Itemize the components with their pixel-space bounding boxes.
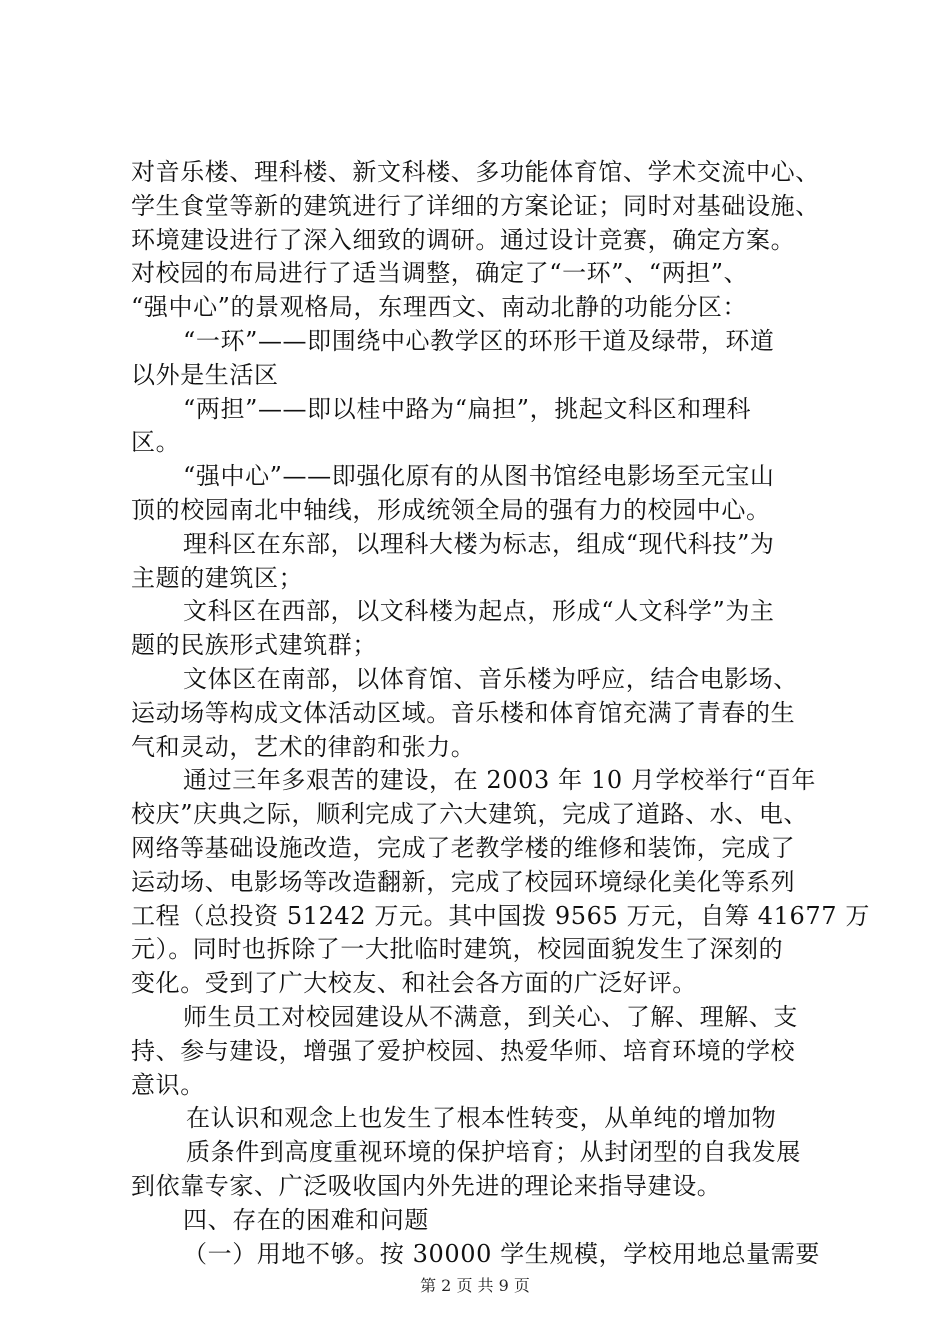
text-line: 气和灵动，艺术的律韵和张力。 — [131, 732, 476, 761]
text-line: 主题的建筑区； — [131, 563, 304, 592]
text-line: 理科区在东部，以理科大楼为标志，组成“现代科技”为 — [183, 529, 775, 558]
page-number-footer: 第 2 页 共 9 页 — [420, 1276, 530, 1295]
text-line: 环境建设进行了深入细致的调研。通过设计竞赛，确定方案。 — [131, 225, 796, 254]
text-line: 对音乐楼、理科楼、新文科楼、多功能体育馆、学术交流中心、 — [131, 158, 820, 186]
document-body — [131, 156, 870, 1271]
text-line: 工程（总投资 51242 万元。其中国拨 9565 万元，自筹 41677 万 — [131, 901, 870, 930]
text-line: （一）用地不够。按 30000 学生规模，学校用地总量需要 — [183, 1239, 821, 1268]
text-line: 运动场等构成文体活动区域。音乐楼和体育馆充满了青春的生 — [131, 698, 796, 727]
text-line: 持、参与建设，增强了爱护校园、热爱华师、培育环境的学校 — [131, 1036, 796, 1065]
text-line: 通过三年多艰苦的建设，在 2003 年 10 月学校举行“百年 — [183, 766, 817, 795]
text-line: 到依靠专家、广泛吸收国内外先进的理论来指导建设。 — [131, 1171, 722, 1200]
text-line: 质条件到高度重视环境的保护培育；从封闭型的自我发展 — [186, 1138, 801, 1167]
text-line: 元）。同时也拆除了一大批临时建筑，校园面貌发生了深刻的 — [131, 935, 784, 964]
text-line: 以外是生活区 — [131, 360, 279, 389]
text-line: 学生食堂等新的建筑进行了详细的方案论证；同时对基础设施、 — [131, 191, 820, 220]
text-line: 师生员工对校园建设从不满意，到关心、了解、理解、支 — [183, 1002, 798, 1031]
text-line: 文科区在西部，以文科楼为起点，形成“人文科学”为主 — [183, 597, 775, 626]
text-line: 文体区在南部，以体育馆、音乐楼为呼应，结合电影场、 — [183, 664, 798, 693]
text-line: “强中心”——即强化原有的从图书馆经电影场至元宝山 — [183, 462, 775, 491]
text-line: 对校园的布局进行了适当调整，确定了“一环”、“两担”、 — [131, 259, 749, 288]
text-line: 运动场、电影场等改造翻新，完成了校园环境绿化美化等系列 — [131, 867, 796, 896]
text-line: 网络等基础设施改造，完成了老教学楼的维修和装饰，完成了 — [131, 833, 796, 862]
text-line: “两担”——即以桂中路为“扁担”，挑起文科区和理科 — [183, 394, 752, 423]
section-heading: 四、存在的困难和问题 — [183, 1205, 429, 1234]
text-line: 校庆”庆典之际，顺利完成了六大建筑，完成了道路、水、电、 — [131, 800, 809, 829]
text-line: 区。 — [131, 428, 181, 457]
text-line: “强中心”的景观格局，东理西文、南动北静的功能分区： — [131, 293, 748, 322]
text-line: 顶的校园南北中轴线，形成统领全局的强有力的校园中心。 — [131, 495, 771, 524]
text-line: “一环”——即围绕中心教学区的环形干道及绿带，环道 — [183, 326, 775, 355]
text-line: 意识。 — [131, 1070, 205, 1099]
text-line: 在认识和观念上也发生了根本性转变，从单纯的增加物 — [186, 1104, 777, 1133]
text-line: 题的民族形式建筑群； — [131, 631, 377, 660]
text-line: 变化。受到了广大校友、和社会各方面的广泛好评。 — [131, 969, 697, 998]
